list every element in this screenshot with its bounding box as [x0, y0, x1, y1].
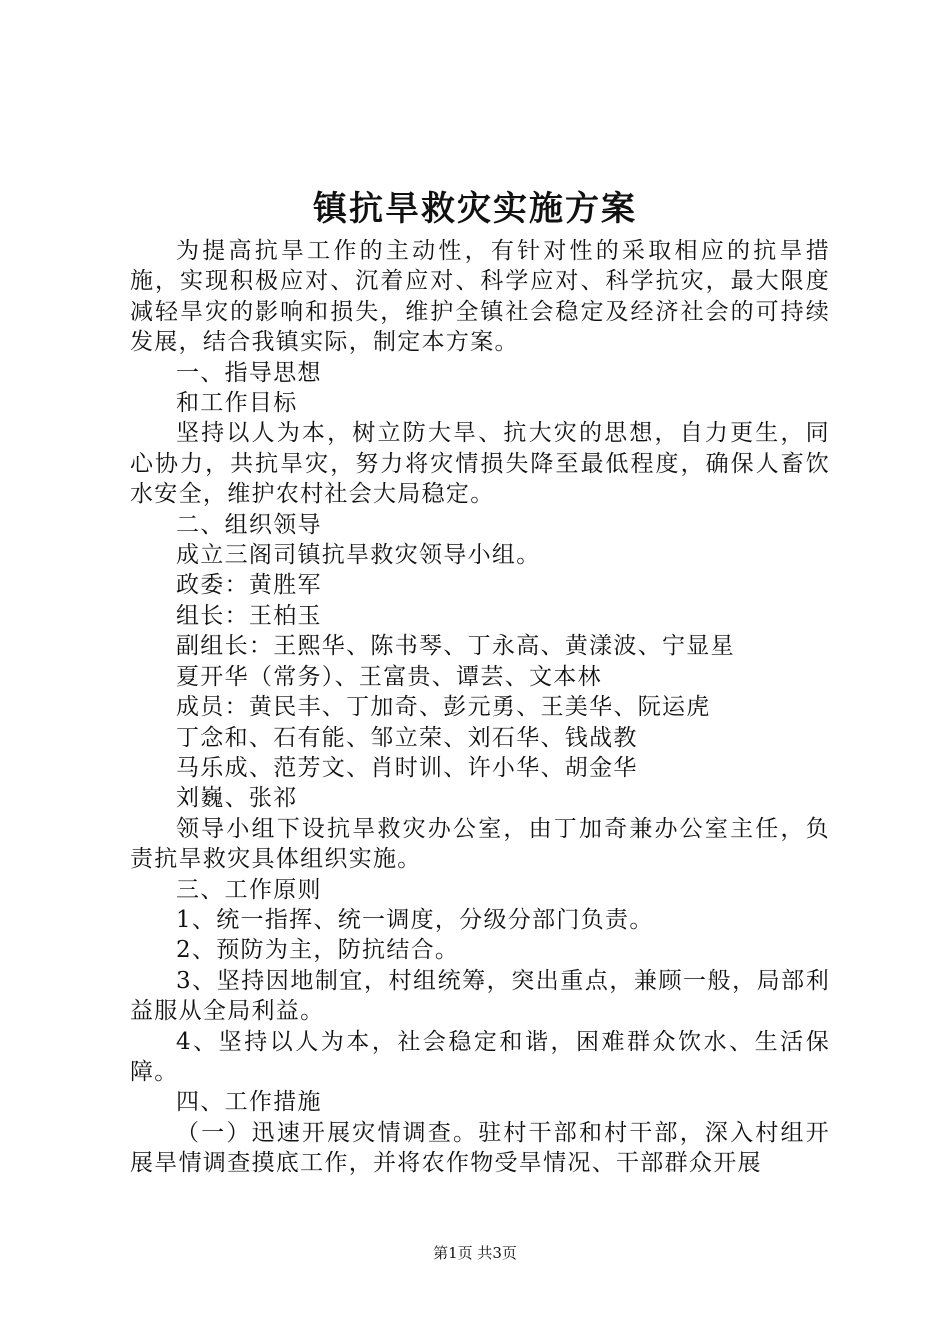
- section-heading-principles: 三、工作原则: [176, 876, 322, 903]
- section-heading-measures: 四、工作措施: [176, 1089, 322, 1116]
- principle-2: 2、预防为主，防抗结合。: [176, 937, 460, 964]
- office-paragraph: 领导小组下设抗旱救灾办公室，由丁加奇兼办公室主任，负责抗旱救灾具体组织实施。: [130, 815, 830, 873]
- measure-1-paragraph: （一）迅速开展灾情调查。驻村干部和村干部，深入村组开展旱情调查摸底工作，并将农作物受旱情况、干部群众开展: [130, 1119, 830, 1177]
- members-line: 成员：黄民丰、丁加奇、彭元勇、王美华、阮运虎: [176, 694, 711, 721]
- principle-3: 3、坚持因地制宜，村组统筹，突出重点，兼顾一般，局部利益服从全局利益。: [130, 967, 830, 1025]
- members-continued-3: 刘巍、张祁: [176, 785, 298, 812]
- section-heading-organization: 二、组织领导: [176, 511, 322, 538]
- document-title: 镇抗旱救灾实施方案: [313, 189, 637, 229]
- deputy-leaders-continued: 夏开华（常务）、王富贵、谭芸、文本林: [176, 663, 602, 690]
- members-continued-2: 马乐成、范芳文、肖时训、许小华、胡金华: [176, 754, 638, 781]
- leader-line: 组长：王柏玉: [176, 602, 322, 629]
- commissar-line: 政委：黄胜军: [176, 572, 322, 599]
- deputy-leaders-line: 副组长：王熙华、陈书琴、丁永高、黄漾波、宁显星: [176, 633, 735, 660]
- section-heading-guiding-thought: 一、指导思想: [176, 359, 322, 386]
- members-continued-1: 丁念和、石有能、邹立荣、刘石华、钱战教: [176, 724, 638, 751]
- document-body: [130, 236, 830, 1179]
- section-heading-continuation: 和工作目标: [176, 390, 298, 417]
- intro-paragraph: 为提高抗旱工作的主动性，有针对性的采取相应的抗旱措施，实现积极应对、沉着应对、科学应对、科学抗灾，最大限度减轻旱灾的影响和损失，维护全镇社会稳定及经济社会的可持续发展，结合我镇实际，制定本方案。: [130, 238, 830, 356]
- page-number-footer: 第1页 共3页: [433, 1244, 517, 1262]
- guiding-paragraph: 坚持以人为本，树立防大旱、抗大灾的思想，自力更生，同心协力，共抗旱灾，努力将灾情损失降至最低程度，确保人畜饮水安全，维护农村社会大局稳定。: [130, 420, 830, 508]
- principle-4: 4、坚持以人为本，社会稳定和谐，困难群众饮水、生活保障。: [130, 1028, 830, 1085]
- principle-1: 1、统一指挥、统一调度，分级分部门负责。: [176, 906, 654, 933]
- leadership-group-line: 成立三阁司镇抗旱救灾领导小组。: [176, 542, 541, 569]
